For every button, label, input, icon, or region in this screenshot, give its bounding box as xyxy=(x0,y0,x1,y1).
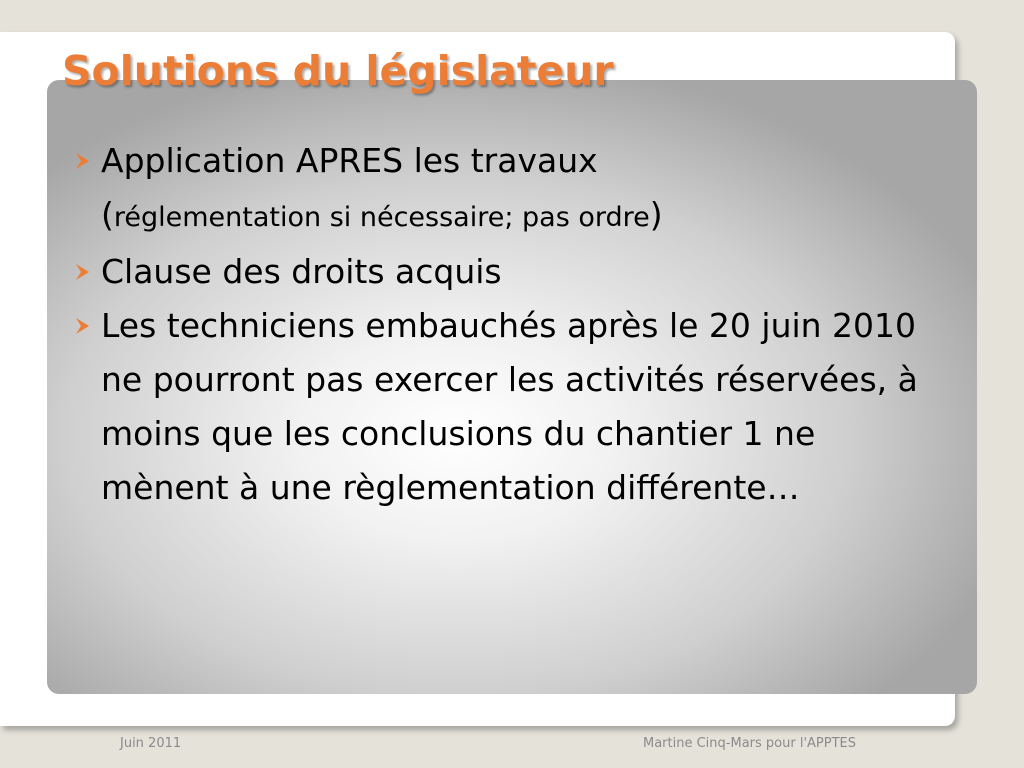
bullet-text: Les techniciens embauchés après le 20 juin 2010 ne pourront pas exercer les activités réservées, à moins que les conclusions du chantier 1 ne mènent à une règlementation différente… xyxy=(101,306,918,507)
bullet-item xyxy=(72,299,952,515)
bullet-list xyxy=(72,134,952,515)
arrowhead-bullet-icon xyxy=(72,299,101,353)
arrowhead-bullet-icon xyxy=(72,134,101,188)
bullet-item xyxy=(72,245,952,299)
bullet-text: Clause des droits acquis xyxy=(101,252,502,291)
bullet-item xyxy=(72,134,952,245)
bullet-paren-open: ( xyxy=(101,195,114,234)
footer-author: Martine Cinq-Mars pour l'APPTES xyxy=(643,736,856,751)
footer-date: Juin 2011 xyxy=(120,736,182,751)
slide-title: Solutions du législateur xyxy=(62,47,614,95)
arrowhead-bullet-icon xyxy=(72,245,101,299)
bullet-paren-close: ) xyxy=(649,195,663,234)
bullet-detail-text: réglementation si nécessaire; pas ordre xyxy=(113,202,650,233)
bullet-text: Application APRES les travaux xyxy=(101,141,598,180)
